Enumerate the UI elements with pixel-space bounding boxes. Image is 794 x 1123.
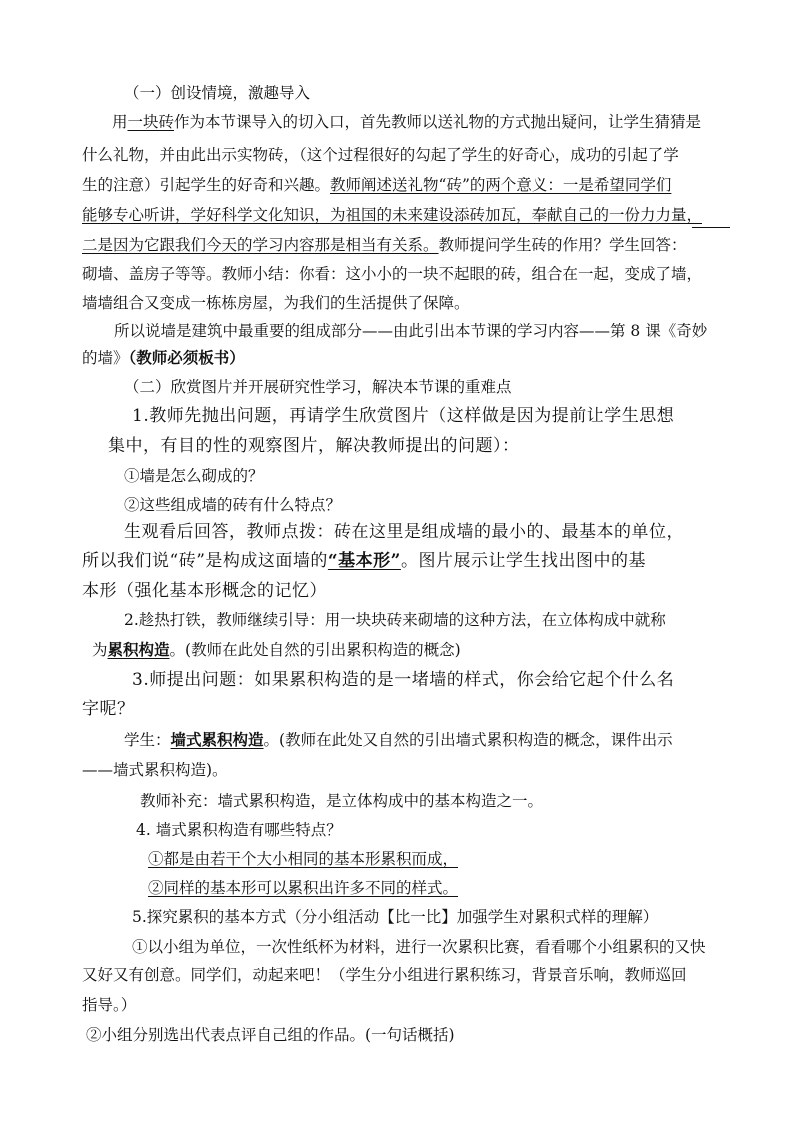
activity-line: ②小组分别选出代表点评自己组的作品。(一句话概括) (86, 1026, 455, 1044)
underlined-line: 能够专心听讲，学好科学文化知识，为祖国的未来建设添砖加瓦，奉献自己的一份力力量， (82, 206, 703, 224)
underlined-phrase: 一块砖 (127, 113, 175, 131)
activity-line: ①以小组为单位，一次性纸杯为材料，进行一次累积比赛，看看哪个小组累积的又快 (132, 938, 706, 956)
student-answer-line: 学生：墙式累积构造。(教师在此处又自然的引出墙式累积构造的概念，课件出示 (124, 730, 673, 749)
question-5-line: 5.探究累积的基本方式（分小组活动【比一比】加强学生对累积式样的理解） (132, 908, 659, 926)
question-2-line: 为累积构造。(教师在此处自然的引出累积构造的概念) (92, 640, 461, 659)
key-term: 墙式累积构造 (170, 730, 264, 749)
key-term: “基本形” (327, 551, 401, 571)
paragraph-line: 用一块砖作为本节课导入的切入口，首先教师以送礼物的方式抛出疑问，让学生猜猜是 (112, 113, 702, 131)
activity-line: 指导。） (82, 996, 137, 1014)
question-4-line: 4. 墙式累积构造有哪些特点？ (136, 821, 342, 839)
bold-note: （教师必须板书） (128, 348, 245, 367)
underlined-list-item: ①都是由若干个大小相同的基本形累积而成， (148, 850, 459, 868)
list-item: ①墙是怎么砌成的？ (124, 467, 264, 485)
underlined-list-item: ②同样的基本形可以累积出许多不同的样式。 (148, 879, 459, 897)
answer-line: 本形（强化基本形概念的记忆） (82, 581, 327, 601)
underline-rule (692, 227, 730, 228)
list-item: ②这些组成墙的砖有什么特点？ (124, 496, 342, 514)
key-term: 累积构造 (107, 640, 170, 659)
paragraph-line: 墙墙组合又变成一栋栋房屋，为我们的生活提供了保障。 (82, 294, 470, 312)
activity-line: 又好又有创意。同学们，动起来吧！（学生分小组进行累积练习，背景音乐响，教师巡回 (82, 966, 687, 984)
paragraph-line: 二是因为它跟我们今天的学习内容那是相当有关系。教师提问学生砖的作用？学生回答： (82, 236, 687, 254)
paragraph-line: 什么礼物，并由此出示实物砖，（这个过程很好的勾起了学生的好奇心，成功的引起了学 (82, 146, 679, 164)
underlined-phrase: 二是因为它跟我们今天的学习内容那是相当有关系。 (82, 236, 439, 254)
teacher-supplement: 教师补充：墙式累积构造，是立体构成中的基本构造之一。 (140, 792, 544, 810)
question-2-line: 2.趁热打铁，教师继续引导：用一块块砖来砌墙的这种方法，在立体构成中就称 (124, 611, 666, 629)
section-heading-2: （二）欣赏图片并开展研究性学习，解决本节课的重难点 (124, 378, 512, 396)
paragraph-line: 的墙》（教师必须板书） (82, 348, 245, 367)
answer-line: 所以我们说“砖”是构成这面墙的“基本形”。图片展示让学生找出图中的基 (82, 551, 646, 571)
question-1-line: 1.教师先抛出问题，再请学生欣赏图片（这样做是因为提前让学生思想 (132, 406, 675, 426)
question-3-line: 3.师提出问题：如果累积构造的是一堵墙的样式，你会给它起个什么名 (132, 670, 675, 690)
underlined-phrase: 教师阐述送礼物“砖”的两个意义：一是希望同学们 (330, 176, 672, 194)
question-1-line: 集中，有目的性的观察图片，解决教师提出的问题）： (108, 436, 520, 456)
section-heading-1: （一）创设情境，激趣导入 (124, 84, 311, 102)
student-answer-line: ——墙式累积构造)。 (82, 761, 228, 779)
paragraph-line: 砌墙、盖房子等等。教师小结：你看：这小小的一块不起眼的砖，组合在一起，变成了墙， (82, 265, 703, 283)
answer-line: 生观看后回答，教师点拨：砖在这里是组成墙的最小的、最基本的单位， (124, 522, 684, 542)
paragraph-line: 所以说墙是建筑中最重要的组成部分——由此引出本节课的学习内容——第 8 课《奇妙 (114, 322, 708, 340)
question-3-line: 字呢？ (82, 699, 135, 719)
paragraph-line: 生的注意）引起学生的好奇和兴趣。教师阐述送礼物“砖”的两个意义：一是希望同学们 (82, 176, 672, 194)
